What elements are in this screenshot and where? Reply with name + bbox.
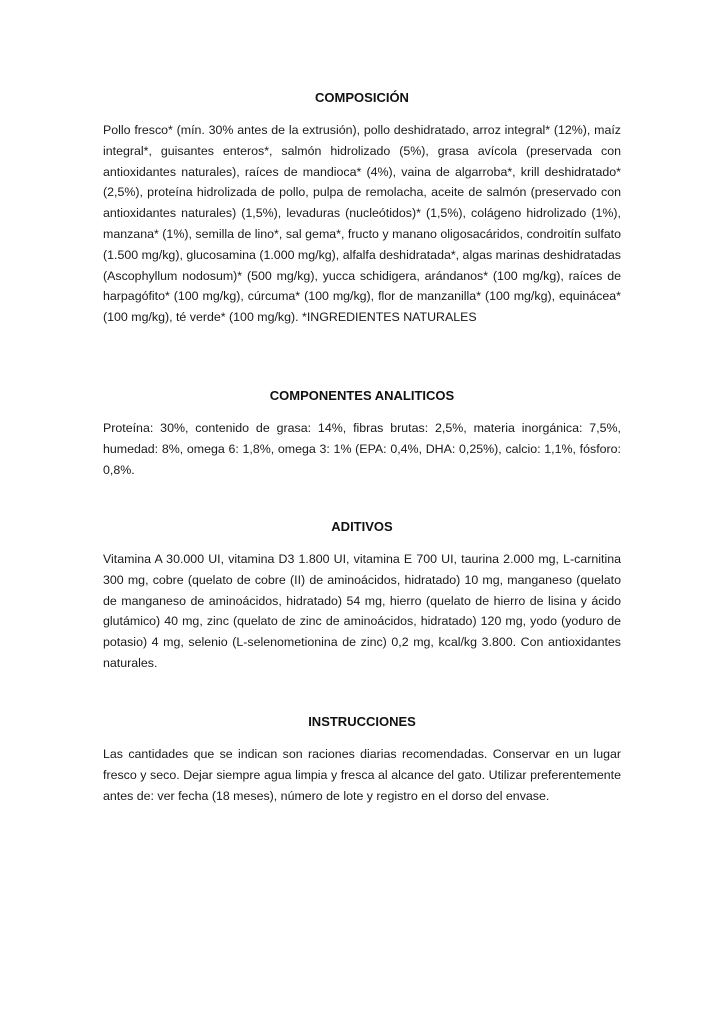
- section-componentes-analiticos: [103, 388, 621, 480]
- section-text-componentes-analiticos: Proteína: 30%, contenido de grasa: 14%, fibras brutas: 2,5%, materia inorgánica: 7,5%, humedad: 8%, omega 6: 1,8%, omega 3: 1% (EPA: 0,4%, DHA: 0,25%), calcio: 1,1%, fósforo: 0,8%.: [103, 421, 621, 477]
- section-composicion: [103, 90, 621, 328]
- section-text-composicion: Pollo fresco* (mín. 30% antes de la extrusión), pollo deshidratado, arroz integral* (12%), maíz integral*, guisantes enteros*, salmón hidrolizado (5%), grasa avícola (preservada con antioxidantes naturales), raíces de mandioca* (4%), vaina de algarroba*, krill deshidratado* (2,5%), proteína hidrolizada de pollo, pulpa de remolacha, aceite de salmón (preservado con antioxidantes naturales) (1,5%), levaduras (nucleótidos)* (1,5%), colágeno hidrolizado (1%), manzana* (1%), semilla de lino*, sal gema*, fructo y manano oligosacáridos, condroitín sulfato (1.500 mg/kg), glucosamina (1.000 mg/kg), alfalfa deshidratada*, algas marinas deshidratadas (Ascophyllum nodosum)* (500 mg/kg), yucca schidigera, arándanos* (100 mg/kg), raíces de harpagófito* (100 mg/kg), cúrcuma* (100 mg/kg), flor de manzanilla* (100 mg/kg), equinácea* (100 mg/kg), té verde* (100 mg/kg). *INGREDIENTES NATURALES: [103, 123, 621, 325]
- section-heading-aditivos: ADITIVOS: [331, 519, 393, 534]
- section-instrucciones: [103, 714, 621, 806]
- section-text-aditivos: Vitamina A 30.000 UI, vitamina D3 1.800 UI, vitamina E 700 UI, taurina 2.000 mg, L-carnitina 300 mg, cobre (quelato de cobre (II) de aminoácidos, hidratado) 10 mg, manganeso (quelato de manganeso de aminoácidos, hidratado) 54 mg, hierro (quelato de hierro de lisina y ácido glutámico) 40 mg, zinc (quelato de zinc de aminoácidos, hidratado) 120 mg, yodo (yoduro de potasio) 4 mg, selenio (L-selenometionina de zinc) 0,2 mg, kcal/kg 3.800. Con antioxidantes naturales.: [103, 552, 621, 670]
- section-heading-composicion: COMPOSICIÓN: [315, 90, 409, 105]
- section-text-instrucciones: Las cantidades que se indican son raciones diarias recomendadas. Conservar en un lugar fresco y seco. Dejar siempre agua limpia y fresca al alcance del gato. Utilizar preferentemente antes de: ver fecha (18 meses), número de lote y registro en el dorso del envase.: [103, 747, 621, 803]
- section-heading-instrucciones: INSTRUCCIONES: [308, 714, 416, 729]
- section-heading-componentes-analiticos: COMPONENTES ANALITICOS: [269, 388, 455, 403]
- section-aditivos: [103, 519, 621, 674]
